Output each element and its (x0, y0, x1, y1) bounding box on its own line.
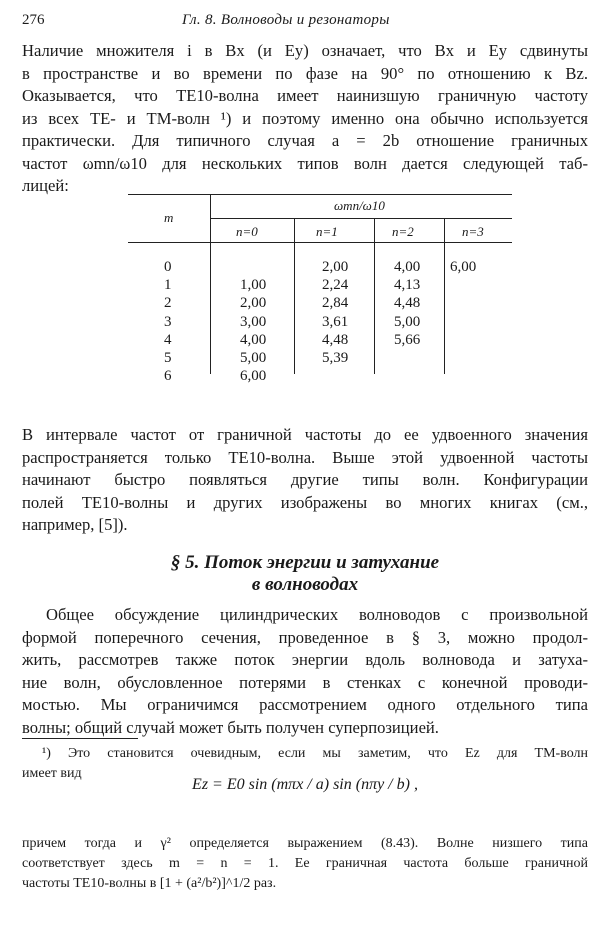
text-line: распространяется только TE10-волна. Выше этой удвоенной частоты (22, 447, 588, 467)
footnote-continuation (22, 834, 588, 894)
page-number: 276 (22, 12, 45, 28)
text-line: жить, рассмотрев также поток энергии вдоль волновода и затуха- (22, 650, 588, 669)
table-cell: 5,00 (240, 349, 267, 366)
text-line: причем тогда и γ² определяется выражением (8.43). Волне низшего типа (22, 836, 588, 851)
text-line: Оказывается, что TE10-волна имеет наинизшую граничную частоту (22, 86, 588, 105)
book-page (22, 0, 588, 936)
paragraph-te10 (22, 424, 588, 537)
text-line: например, [5]). (22, 515, 128, 534)
table-cell (394, 367, 420, 385)
table-divider (294, 218, 295, 374)
section-title-line2: в волноводах (251, 574, 359, 595)
table-cell: 5,66 (394, 331, 421, 348)
text-line: В интервале частот от граничной частоты до ее удвоенного значения (22, 425, 588, 444)
text-line: начинают быстро появляться другие типы волн. Конфигурации (22, 470, 588, 489)
table-header-rule (128, 242, 512, 243)
table-divider-m (210, 194, 211, 374)
text-line: соответствует здесь m = n = 1. Ее граничная частота больше граничной (22, 856, 588, 871)
footnote-rule (22, 738, 138, 739)
table-cell: 2,24 (322, 277, 349, 294)
table-divider (374, 218, 375, 374)
table-cell: 1 (164, 277, 172, 294)
table-cell: 6 (164, 368, 172, 385)
table-divider (444, 218, 445, 374)
table-cell: 3,61 (322, 313, 349, 330)
page-header (22, 12, 588, 34)
table-cell (450, 294, 476, 312)
table-cell: 2,00 (240, 295, 267, 312)
column-header-m: m (164, 210, 174, 225)
table-cell (450, 367, 476, 385)
text-line: ¹) Это становится очевидным, если мы заметим, что Ez для TM-волн (42, 746, 588, 761)
table-cell (394, 349, 420, 367)
table-cell: 0 (164, 259, 172, 275)
table-cell (450, 313, 476, 331)
table-cell (450, 331, 476, 349)
table-cell: 6,00 (240, 368, 267, 385)
column-n2 (394, 258, 420, 385)
text-line: практически. Для типичного случая a = 2b отношение граничных (22, 131, 588, 150)
table-top-rule (128, 194, 512, 195)
table-cell: 4,13 (394, 277, 421, 294)
table-cell (450, 349, 476, 367)
table-cell: 2 (164, 295, 172, 312)
table-cell: 5,00 (394, 313, 421, 330)
column-header-ratio: ωmn/ω10 (334, 198, 385, 213)
column-n0 (240, 258, 266, 385)
table-mid-rule (210, 218, 512, 219)
table-cell: 2,84 (322, 295, 349, 312)
text-line: формой поперечного сечения, проведенное в § 3, можно продол- (22, 627, 588, 647)
table-cell: 4,00 (394, 259, 421, 275)
subheader-n1: n=1 (316, 224, 338, 239)
table-cell: 3 (164, 313, 172, 330)
text-line: лицей: (22, 176, 69, 195)
table-cell: 1,00 (240, 277, 267, 294)
paragraph-energy-flow (22, 604, 588, 739)
text-line: в пространстве и во времени по фазе на 90° по отношению к Bz. (22, 63, 588, 83)
table-cell (450, 276, 476, 294)
table-cell: 4,48 (322, 331, 349, 348)
table-cell: 4 (164, 331, 172, 348)
table-cell: 3,00 (240, 313, 267, 330)
paragraph-intro (22, 40, 588, 198)
text-line: ние волн, обусловленное потерями в стенках с конечной проводи- (22, 672, 588, 692)
text-line: частоты TE10-волны в [1 + (a²/b²)]^1/2 раз. (22, 876, 277, 891)
text-line: имеет вид (22, 766, 82, 781)
subheader-n0: n=0 (236, 224, 258, 239)
text-line: полей TE10-волны и других изображены во многих книгах (см., (22, 492, 588, 512)
running-head: Гл. 8. Волноводы и резонаторы (182, 12, 390, 28)
table-cell: 5 (164, 349, 172, 366)
section-title: § 5. Поток энергии и затухание (170, 552, 440, 573)
table-cell: 5,39 (322, 349, 349, 366)
subheader-n3: n=3 (462, 224, 484, 239)
table-cell (240, 258, 266, 276)
text-line: частот ωmn/ω10 для нескольких типов волн дается следующей таб- (22, 153, 588, 173)
text-line: волны; общий случай может быть получен суперпозицией. (22, 717, 439, 737)
text-line: из всех TE- и TM-волн ¹) и поэтому именно она обычно используется (22, 108, 588, 128)
table-cell (322, 367, 348, 385)
column-n3 (450, 258, 476, 385)
table-cell: 2,00 (322, 259, 349, 275)
text-line: Общее обсуждение цилиндрических волноводов с произвольной (46, 605, 588, 624)
table-cell: 6,00 (450, 259, 477, 275)
column-m (164, 258, 172, 385)
subheader-n2: n=2 (392, 224, 414, 239)
table-cell: 4,00 (240, 331, 267, 348)
formula-ez: Ez = E0 sin (mπx / a) sin (nπy / b) , (192, 776, 418, 793)
column-n1 (322, 258, 348, 385)
text-line: Наличие множителя i в Bx (и Ey) означает, что Bx и Ey сдвинуты (22, 41, 588, 60)
text-line: мостью. Мы ограничимся рассмотрением одного отдельного типа (22, 695, 588, 714)
table-cell: 4,48 (394, 295, 421, 312)
